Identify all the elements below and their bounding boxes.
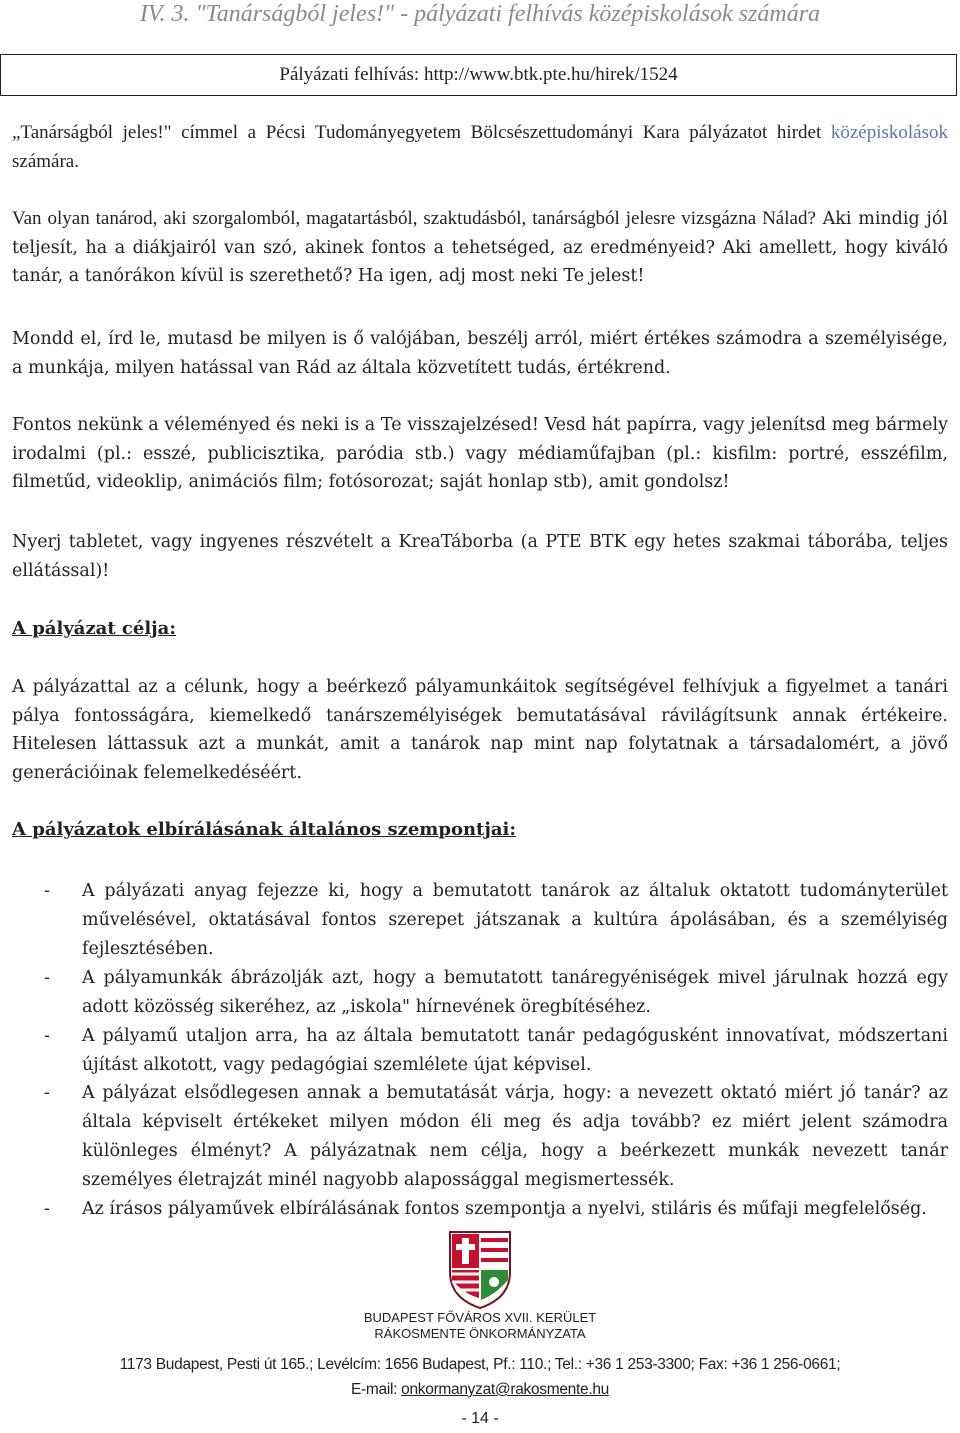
paragraph-2: Mondd el, írd le, mutasd be milyen is ő valójában, beszélj arról, miért értékes számodra a személyisége, a munkája, milyen hatással van Rád az általa közvetített tudás, értékrend. bbox=[12, 329, 948, 378]
paragraph-1-rest: Aki mindig jól teljesít, ha a diákjairól van szó, akinek fontos a tehetséged, az eredményeid? Aki amellett, hogy kiváló tanár, a tanórákon kívül is szerethető? Ha igen, adj most neki Te jelest! bbox=[12, 209, 948, 286]
footer-email-line bbox=[0, 1381, 960, 1399]
criteria-item-text: A pályázati anyag fejezze ki, hogy a bemutatott tanárok az általuk oktatott tudományterület művelésével, oktatásával fontos szerepet játszanak a kultúra ápolásában, és a személyiség fejlesztésében. bbox=[82, 881, 948, 959]
criteria-item-text: Az írásos pályaművek elbírálásának fontos szempontja a nyelvi, stiláris és műfaji megfelelőség. bbox=[82, 1199, 927, 1219]
criteria-item bbox=[12, 964, 948, 1022]
criteria-item-text: A pályamű utaljon arra, ha az általa bemutatott tanár pedagógusként innovatívat, módszertani újítást alkotott, vagy pedagógiai szemlélete újat képvisel. bbox=[82, 1026, 948, 1075]
page-number: - 14 - bbox=[461, 1410, 499, 1427]
call-box bbox=[0, 54, 957, 96]
criteria-dash: - bbox=[44, 1199, 50, 1219]
paragraph-1-serif: Van olyan tanárod, aki szorgalomból, magatartásból, szaktudásból, tanárságból jelesre vizsgázna Nálad? bbox=[12, 208, 816, 229]
criteria-dash: - bbox=[44, 1083, 50, 1103]
intro-line1: „Tanárságból jeles!" címmel a Pécsi Tudományegyetem Bölcsészettudományi Kara pályázatot hirdet bbox=[12, 122, 822, 143]
footer-email-link[interactable]: onkormanyzat@rakosmente.hu bbox=[401, 1381, 609, 1398]
paragraph-1 bbox=[12, 205, 948, 291]
criteria-item-text: A pályamunkák ábrázolják azt, hogy a bemutatott tanáregyéniségek mivel járulnak hozzá egy adott közösség sikeréhez, az „iskola" hírnevének öregbítéséhez. bbox=[82, 968, 948, 1017]
coat-of-arms-icon bbox=[446, 1228, 514, 1310]
office-name-line1: BUDAPEST FŐVÁROS XVII. KERÜLET bbox=[363, 1310, 597, 1325]
criteria-item bbox=[12, 1195, 948, 1224]
goal-text: A pályázattal az a célunk, hogy a beérkező pályamunkáitok segítségével felhívjuk a figyelmet a tanári pálya fontosságára, kiemelkedő tanárszemélyiségek bemutatásával rávilágítsunk annak értékeire. Hitelesen láttassuk azt a munkát, amit a tanárok nap mint nap folytatnak a társadalomért, a jövő generációinak felemelkedéséért. bbox=[12, 677, 948, 783]
paragraph-4: Nyerj tabletet, vagy ingyenes részvételt a KreaTáborba (a PTE BTK egy hetes szakmai táborába, teljes ellátással)! bbox=[12, 532, 948, 581]
criteria-item bbox=[12, 1022, 948, 1080]
footer-address: 1173 Budapest, Pesti út 165.; Levélcím: 1656 Budapest, Pf.: 110.; Tel.: +36 1 253-3300; Fax: +36 1 256-0661; bbox=[119, 1356, 841, 1373]
paragraph-3: Fontos nekünk a véleményed és neki is a Te visszajelzésed! Vesd hát papírra, vagy jelenítsd meg bármely irodalmi (pl.: esszé, publicisztika, paródia stb.) vagy médiaműfajban (pl.: kisfilm: portré, esszéfilm, filmetűd, videoklip, animációs film; fotósorozat; saját honlap stb), amit gondolsz! bbox=[12, 415, 948, 492]
call-link[interactable]: http://www.btk.pte.hu/hirek/1524 bbox=[423, 64, 678, 85]
footer-email-label: E-mail: bbox=[351, 1381, 398, 1398]
page-title: IV. 3. "Tanárságból jeles!" - pályázati felhívás középiskolások számára bbox=[139, 1, 821, 27]
intro-link-highschool[interactable]: középiskolások bbox=[830, 122, 948, 143]
intro-line2-rest: számára. bbox=[12, 151, 79, 172]
criteria-item bbox=[12, 1079, 948, 1195]
intro-paragraph bbox=[12, 118, 948, 176]
criteria-dash: - bbox=[44, 881, 50, 901]
call-label: Pályázati felhívás: bbox=[279, 64, 420, 85]
office-name-line2: RÁKOSMENTE ÖNKORMÁNYZATA bbox=[374, 1326, 586, 1341]
goal-heading: A pályázat célja: bbox=[12, 618, 176, 639]
criteria-item-text: A pályázat elsődlegesen annak a bemutatását várja, hogy: a nevezett oktató miért jó tanár? az általa képviselt értékeket milyen módon éli meg és adja tovább? ez miért jelent számodra különleges élményt? A pályázatnak nem célja, hogy a beérkezett munkák nevezett tanár személyes életrajzát minél nagyobb alapossággal megismertessék. bbox=[82, 1083, 948, 1190]
criteria-item bbox=[12, 877, 948, 964]
criteria-dash: - bbox=[44, 968, 50, 988]
criteria-heading: A pályázatok elbírálásának általános szempontjai: bbox=[12, 819, 517, 840]
criteria-dash: - bbox=[44, 1026, 50, 1046]
